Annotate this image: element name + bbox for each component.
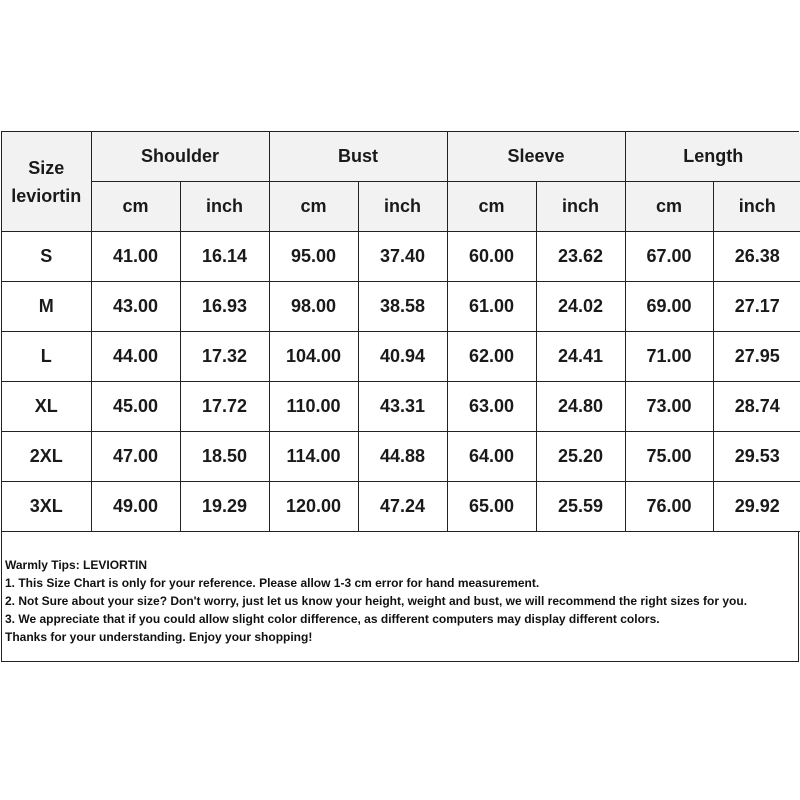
tips-section: [2, 532, 798, 661]
value-cell: 65.00: [447, 482, 536, 532]
value-cell: 110.00: [269, 382, 358, 432]
value-cell: 104.00: [269, 332, 358, 382]
unit-header: inch: [713, 182, 800, 232]
size-cell: XL: [2, 382, 91, 432]
header-length: Length: [625, 132, 800, 182]
value-cell: 19.29: [180, 482, 269, 532]
tips-line: 1. This Size Chart is only for your reference. Please allow 1-3 cm error for hand measurement.: [5, 576, 540, 590]
unit-header: cm: [269, 182, 358, 232]
size-cell: 3XL: [2, 482, 91, 532]
value-cell: 95.00: [269, 232, 358, 282]
unit-header: inch: [536, 182, 625, 232]
size-header-line2: leviortin: [11, 185, 82, 206]
value-cell: 24.02: [536, 282, 625, 332]
table-row: [2, 332, 800, 382]
value-cell: 29.92: [713, 482, 800, 532]
tips-line: 3. We appreciate that if you could allow slight color difference, as different computers may display different colors.: [5, 612, 660, 626]
value-cell: 64.00: [447, 432, 536, 482]
value-cell: 120.00: [269, 482, 358, 532]
unit-header: cm: [91, 182, 180, 232]
value-cell: 43.00: [91, 282, 180, 332]
value-cell: 27.17: [713, 282, 800, 332]
value-cell: 26.38: [713, 232, 800, 282]
value-cell: 71.00: [625, 332, 713, 382]
value-cell: 67.00: [625, 232, 713, 282]
unit-header: inch: [180, 182, 269, 232]
size-cell: S: [2, 232, 91, 282]
size-cell: M: [2, 282, 91, 332]
size-cell: L: [2, 332, 91, 382]
table-row: [2, 282, 800, 332]
unit-header: inch: [358, 182, 447, 232]
table-row: [2, 382, 800, 432]
header-unit-row: [2, 182, 800, 232]
value-cell: 16.14: [180, 232, 269, 282]
value-cell: 23.62: [536, 232, 625, 282]
value-cell: 98.00: [269, 282, 358, 332]
size-cell: 2XL: [2, 432, 91, 482]
header-bust: Bust: [269, 132, 447, 182]
value-cell: 18.50: [180, 432, 269, 482]
header-group-row: [2, 132, 800, 182]
value-cell: 43.31: [358, 382, 447, 432]
size-header-line1: Size: [28, 157, 65, 178]
value-cell: 75.00: [625, 432, 713, 482]
tips-line: 2. Not Sure about your size? Don't worry, just let us know your height, weight and bust, we will recommend the right sizes for you.: [5, 594, 748, 608]
value-cell: 73.00: [625, 382, 713, 432]
value-cell: 40.94: [358, 332, 447, 382]
value-cell: 63.00: [447, 382, 536, 432]
value-cell: 41.00: [91, 232, 180, 282]
size-table: [2, 132, 800, 532]
size-header: [2, 132, 91, 232]
unit-header: cm: [625, 182, 713, 232]
value-cell: 62.00: [447, 332, 536, 382]
table-row: [2, 432, 800, 482]
value-cell: 44.88: [358, 432, 447, 482]
value-cell: 61.00: [447, 282, 536, 332]
value-cell: 37.40: [358, 232, 447, 282]
value-cell: 29.53: [713, 432, 800, 482]
value-cell: 114.00: [269, 432, 358, 482]
value-cell: 44.00: [91, 332, 180, 382]
tips-title: Warmly Tips: LEVIORTIN: [5, 558, 148, 572]
value-cell: 24.41: [536, 332, 625, 382]
table-row: [2, 232, 800, 282]
value-cell: 27.95: [713, 332, 800, 382]
value-cell: 69.00: [625, 282, 713, 332]
size-chart: [1, 131, 799, 662]
value-cell: 45.00: [91, 382, 180, 432]
tips-line: Thanks for your understanding. Enjoy your shopping!: [5, 630, 313, 644]
value-cell: 38.58: [358, 282, 447, 332]
value-cell: 47.24: [358, 482, 447, 532]
value-cell: 28.74: [713, 382, 800, 432]
value-cell: 25.20: [536, 432, 625, 482]
value-cell: 60.00: [447, 232, 536, 282]
value-cell: 25.59: [536, 482, 625, 532]
value-cell: 16.93: [180, 282, 269, 332]
value-cell: 24.80: [536, 382, 625, 432]
value-cell: 76.00: [625, 482, 713, 532]
value-cell: 49.00: [91, 482, 180, 532]
value-cell: 17.32: [180, 332, 269, 382]
unit-header: cm: [447, 182, 536, 232]
value-cell: 17.72: [180, 382, 269, 432]
header-sleeve: Sleeve: [447, 132, 625, 182]
table-row: [2, 482, 800, 532]
header-shoulder: Shoulder: [91, 132, 269, 182]
value-cell: 47.00: [91, 432, 180, 482]
